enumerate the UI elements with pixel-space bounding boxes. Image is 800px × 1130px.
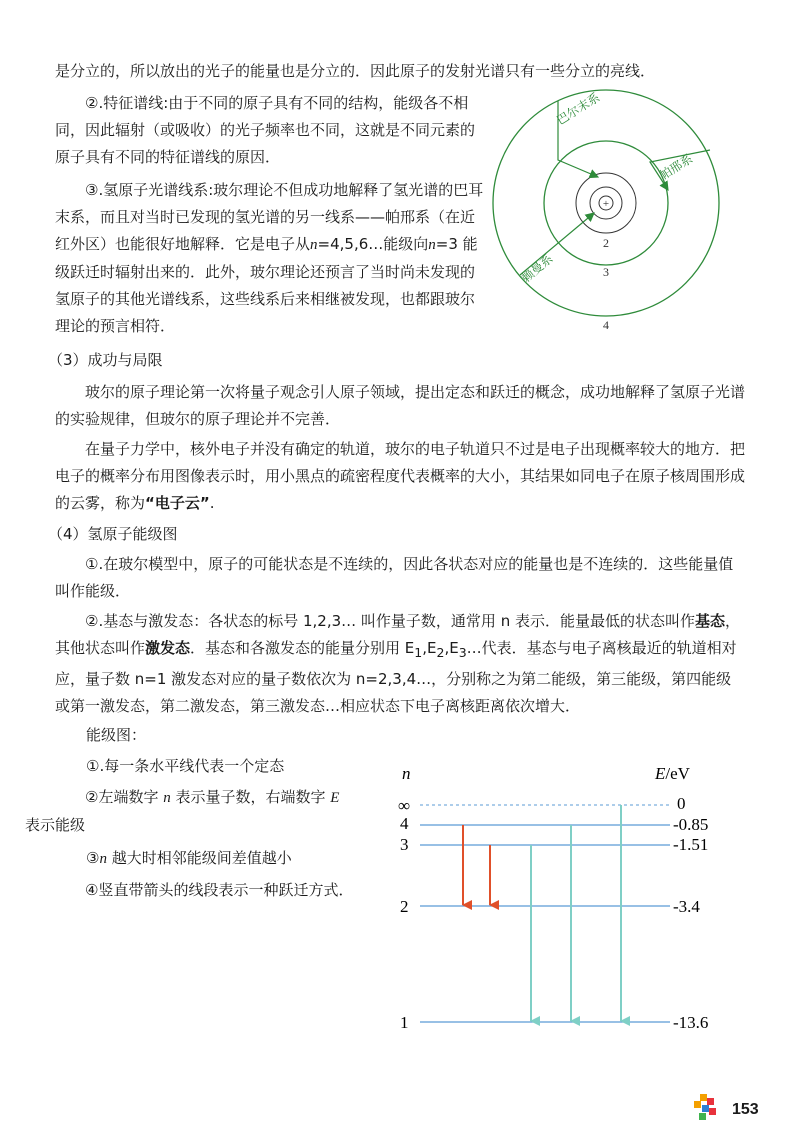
diagram-note-2: ②左端数字 n 表示量子数，右端数字 E 表示能级 (25, 788, 340, 834)
level-e-infinity: 0 (677, 794, 686, 813)
ring-label-2: 2 (603, 236, 609, 250)
diagram-heading: 能级图： (86, 726, 147, 744)
characteristic-spectrum-paragraph: ②.特征谱线:由于不同的原子具有不同的结构，能级各不相同，因此辐射（或吸收）的光子频率也不同，这就是不同元素的原子具有不同的特征谱线的原因． (55, 94, 476, 166)
excited-state-term: 激发态 (145, 639, 191, 657)
section-3-paragraph-2: 在量子力学中，核外电子并没有确定的轨道，玻尔的电子轨道只不过是电子出现概率较大的地方．把电子的概率分布用图像表示时，用小黑点的疏密程度代表概率的大小，其结果如同电子在原子核周围形成的云雾，称为“电子云”. (55, 440, 746, 512)
section-4-title: （4）氢原子能级图 (48, 525, 178, 543)
paschen-label: 帕邢系 (657, 151, 696, 183)
diagram-note-1: ①.每一条水平线代表一个定态 (86, 757, 285, 775)
nucleus-plus: + (602, 198, 610, 210)
hydrogen-atom-orbit-diagram (478, 80, 738, 340)
ring-label-3: 3 (603, 265, 609, 279)
publisher-logo-icon (694, 1094, 718, 1122)
level-n-2: 2 (400, 897, 409, 916)
n-symbol: n (310, 237, 318, 253)
level-e-1: -13.6 (673, 1013, 709, 1032)
level-n-1: 1 (400, 1013, 409, 1032)
diagram-note-4: ④竖直带箭头的线段表示一种跃迁方式． (85, 881, 354, 899)
ring-label-4: 4 (603, 318, 609, 332)
level-e-4: -0.85 (673, 815, 709, 834)
spectral-series-paragraph: ③.氢原子光谱线系:玻尔理论不但成功地解释了氢光谱的巴耳末系，而且对当时已发现的氢光谱的另一线系——帕邢系（在近红外区）也能很好地解释．它是电子从n=4,5,6…能级向n=3 能级跃迁时辐射出来的．此外，玻尔理论还预言了当时尚未发现的氢原子的其他光谱线系，这些线系后来相继被发现，也都跟玻尔理论的预言相符． (55, 181, 484, 335)
ground-state-term: 基态 (694, 612, 725, 630)
axis-energy-label: E/eV (655, 764, 690, 783)
page-number: 153 (732, 1101, 759, 1118)
section-3-title: （3）成功与局限 (48, 351, 163, 369)
level-n-infinity: ∞ (398, 796, 411, 815)
balmer-label: 巴尔末系 (554, 90, 603, 128)
section-4-paragraph-1: ①.在玻尔模型中，原子的可能状态是不连续的，因此各状态对应的能量也是不连续的．这些能量值叫作能级． (55, 555, 734, 600)
diagram-note-3: ③n 越大时相邻能级间差值越小 (86, 849, 292, 867)
level-n-3: 3 (400, 835, 409, 854)
lyman-label: 赖曼系 (518, 251, 556, 286)
level-e-3: -1.51 (673, 835, 709, 854)
energy-level-diagram (390, 755, 770, 1055)
intro-line: 是分立的，所以放出的光子的能量也是分立的．因此原子的发射光谱只有一些分立的亮线． (55, 62, 656, 80)
axis-n-label: n (402, 764, 411, 783)
section-4-paragraph-2: ②.基态与激发态：各状态的标号 1,2,3… 叫作量子数，通常用 n 表示．能量最低的状态叫作基态，其他状态叫作激发态．基态和各激发态的能量分别用 $E_1,E_2,E_3\dots$代表．基态与电子离核最近的轨道相对应，量子数 n=1 激发态对应的量子数依次为 n=2,3,4…，分别称之为第二能级，第三能级，第四能级或第一激发态，第二激发态，第三激发态…相应状态下电子离核距离依次增大． (55, 612, 740, 715)
n-symbol: n (428, 237, 436, 253)
level-n-4: 4 (400, 814, 409, 833)
level-e-2: -3.4 (673, 897, 700, 916)
electron-cloud-term: “电子云” (145, 494, 210, 512)
section-3-paragraph-1: 玻尔的原子理论第一次将量子观念引人原子领域，提出定态和跃迁的概念，成功地解释了氢原子光谱的实验规律，但玻尔的原子理论并不完善． (55, 383, 746, 428)
